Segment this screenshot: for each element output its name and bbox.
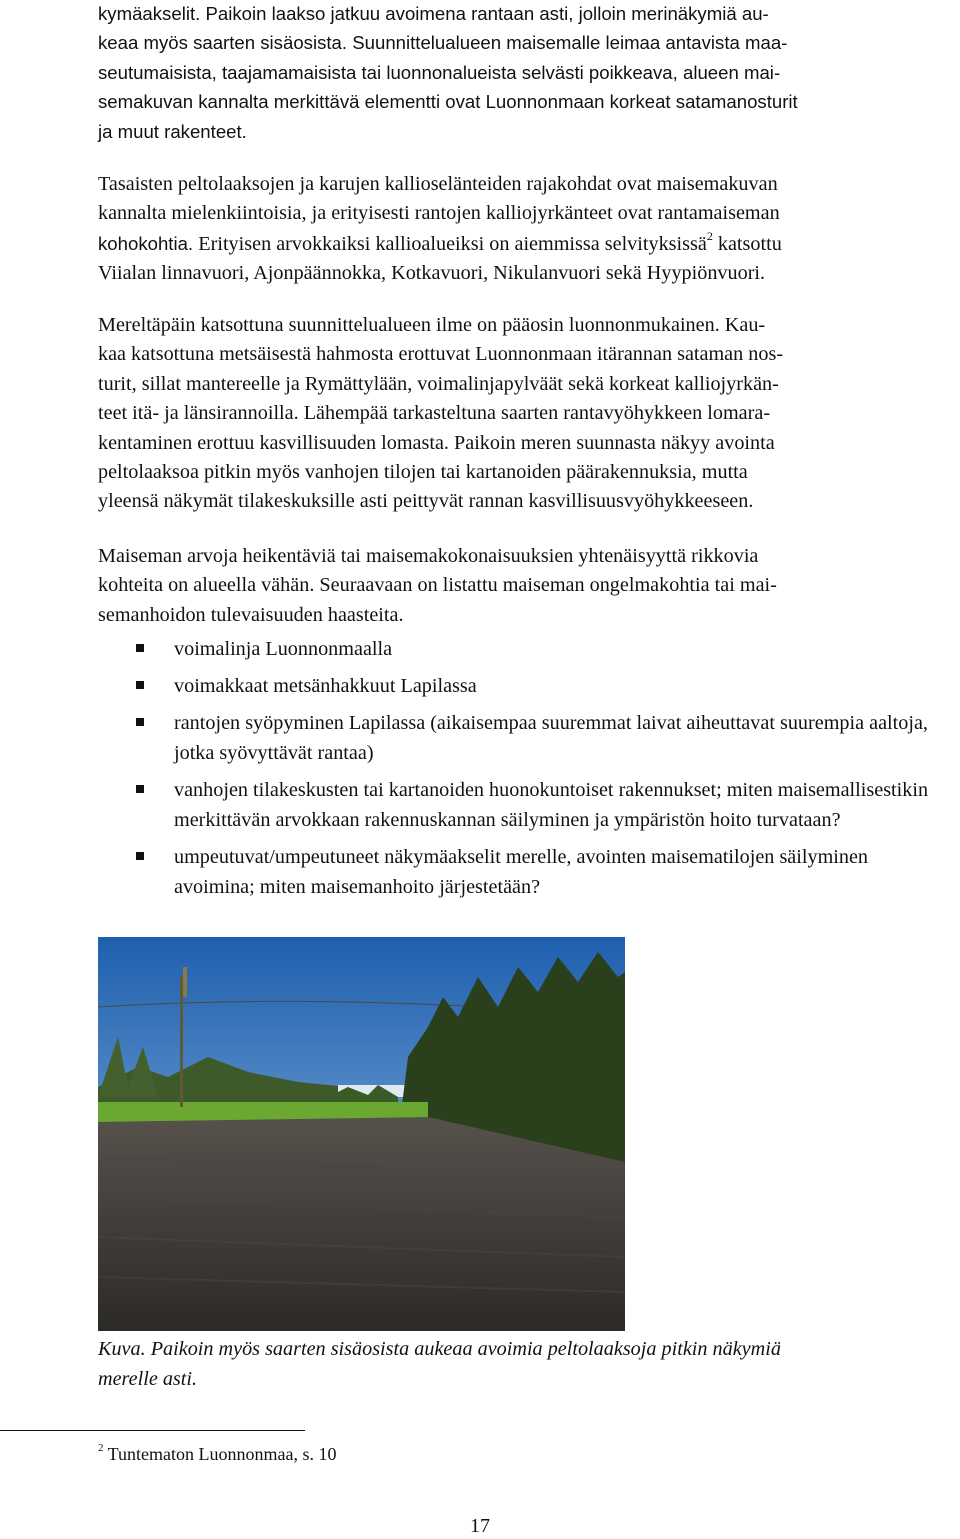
footnote-divider: [0, 1430, 305, 1431]
square-bullet-icon: [136, 785, 144, 793]
list-item-text: vanhojen tilakeskusten tai kartanoiden huonokuntoiset rakennukset; miten maisemallisestikin merkittävän arvokkaan rakennuskannan säilyminen ja ympäristön hoito turvataan?: [174, 779, 929, 831]
list-item-text: rantojen syöpyminen Lapilassa (aikaisempaa suuremmat laivat aiheuttavat suurempia aaltoja, jotka syövyttävät rantaa): [174, 712, 928, 764]
text-line: turit, sillat mantereelle ja Rymättylään, voimalinjapylväät sekä korkeat kalliojyrkän-: [98, 372, 779, 395]
caption-line: merelle asti.: [98, 1368, 198, 1390]
text-line: Maiseman arvoja heikentäviä tai maisemakokonaisuuksien yhtenäisyyttä rikkovia: [98, 545, 759, 567]
text-line: ja muut rakenteet.: [98, 120, 247, 142]
page-number: 17: [470, 1515, 490, 1537]
list-item-text: umpeutuvat/umpeutuneet näkymäakselit merelle, avointen maisematilojen säilyminen avoimina; miten maisemanhoito järjestetään?: [174, 846, 869, 898]
text-run: katsottu: [712, 232, 782, 255]
text-line: Viialan linnavuori, Ajonpäännokka, Kotkavuori, Nikulanvuori sekä Hyypiönvuori.: [98, 262, 766, 285]
paragraph-cliffs: [98, 170, 958, 289]
list-item-text: voimakkaat metsänhakkuut Lapilassa: [174, 675, 477, 697]
paragraph-problems: [98, 542, 958, 630]
text-line: kaa katsottuna metsäisestä hahmosta erottuvat Luonnonmaan itärannan sataman nos-: [98, 343, 784, 366]
text-line: kannalta mielenkiintoisia, ja erityisesti rantojen kalliojyrkänteet ovat rantamaiseman: [98, 202, 780, 225]
text-line: Tasaisten peltolaaksojen ja karujen kallioselänteiden rajakohdat ovat maisemakuvan: [98, 173, 778, 195]
square-bullet-icon: [136, 681, 144, 689]
landscape-photo: [98, 937, 625, 1331]
photo-caption: [98, 1334, 958, 1394]
list-item: [130, 634, 930, 664]
text-line: teet itä- ja länsirannoilla. Lähempää tarkasteltuna saarten rantavyöhykkeen lomara-: [98, 402, 771, 425]
list-item: [130, 842, 930, 902]
footnote-number: 2: [98, 1442, 104, 1454]
text-line: [98, 229, 958, 259]
text-line: kentaminen erottuu kasvillisuuden lomasta. Paikoin meren suunnasta näkyy avointa: [98, 431, 775, 454]
list-item: [130, 775, 930, 835]
footnote-text: Tuntematon Luonnonmaa, s. 10: [103, 1444, 337, 1464]
list-item-text: voimalinja Luonnonmaalla: [174, 638, 393, 660]
text-line: peltolaaksoa pitkin myös vanhojen tilojen tai kartanoiden päärakennuksia, mutta: [98, 461, 748, 484]
square-bullet-icon: [136, 644, 144, 652]
field-valley-image: [98, 937, 625, 1331]
problem-list: [130, 634, 930, 909]
paragraph-intro: [98, 0, 958, 146]
text-line: yleensä näkymät tilakeskuksille asti peittyvät rannan kasvillisuusvyöhykkeeseen.: [98, 490, 754, 513]
footnote: [98, 1440, 337, 1468]
footnote-ref: 2: [706, 229, 713, 244]
list-item: [130, 708, 930, 768]
text-run: Erityisen arvokkaiksi kallioalueiksi on aiemmissa selvityksissä: [198, 232, 707, 255]
square-bullet-icon: [136, 852, 144, 860]
square-bullet-icon: [136, 718, 144, 726]
text-line: kohteita on alueella vähän. Seuraavaan on listattu maiseman ongelmakohtia tai mai-: [98, 574, 777, 597]
text-line: semanhoidon tulevaisuuden haasteita.: [98, 603, 404, 626]
text-line: seutumaisista, taajamamaisista tai luonnonalueista selvästi poikkeava, alueen mai-: [98, 61, 781, 83]
text-line: semakuvan kannalta merkittävä elementti ovat Luonnonmaan korkeat satamanosturit: [98, 91, 798, 113]
caption-line: Kuva. Paikoin myös saarten sisäosista aukeaa avoimia peltolaaksoja pitkin näkymiä: [98, 1338, 781, 1360]
text-run: kohokohtia.: [98, 232, 199, 254]
paragraph-sea-view: [98, 311, 958, 517]
text-line: keaa myös saarten sisäosista. Suunnittelualueen maisemalle leimaa antavista maa-: [98, 32, 788, 54]
text-line: kymäakselit. Paikoin laakso jatkuu avoimena rantaan asti, jolloin merinäkymiä au-: [98, 3, 769, 24]
list-item: [130, 671, 930, 701]
text-line: Mereltäpäin katsottuna suunnittelualueen ilme on pääosin luonnonmukainen. Kau-: [98, 314, 766, 336]
